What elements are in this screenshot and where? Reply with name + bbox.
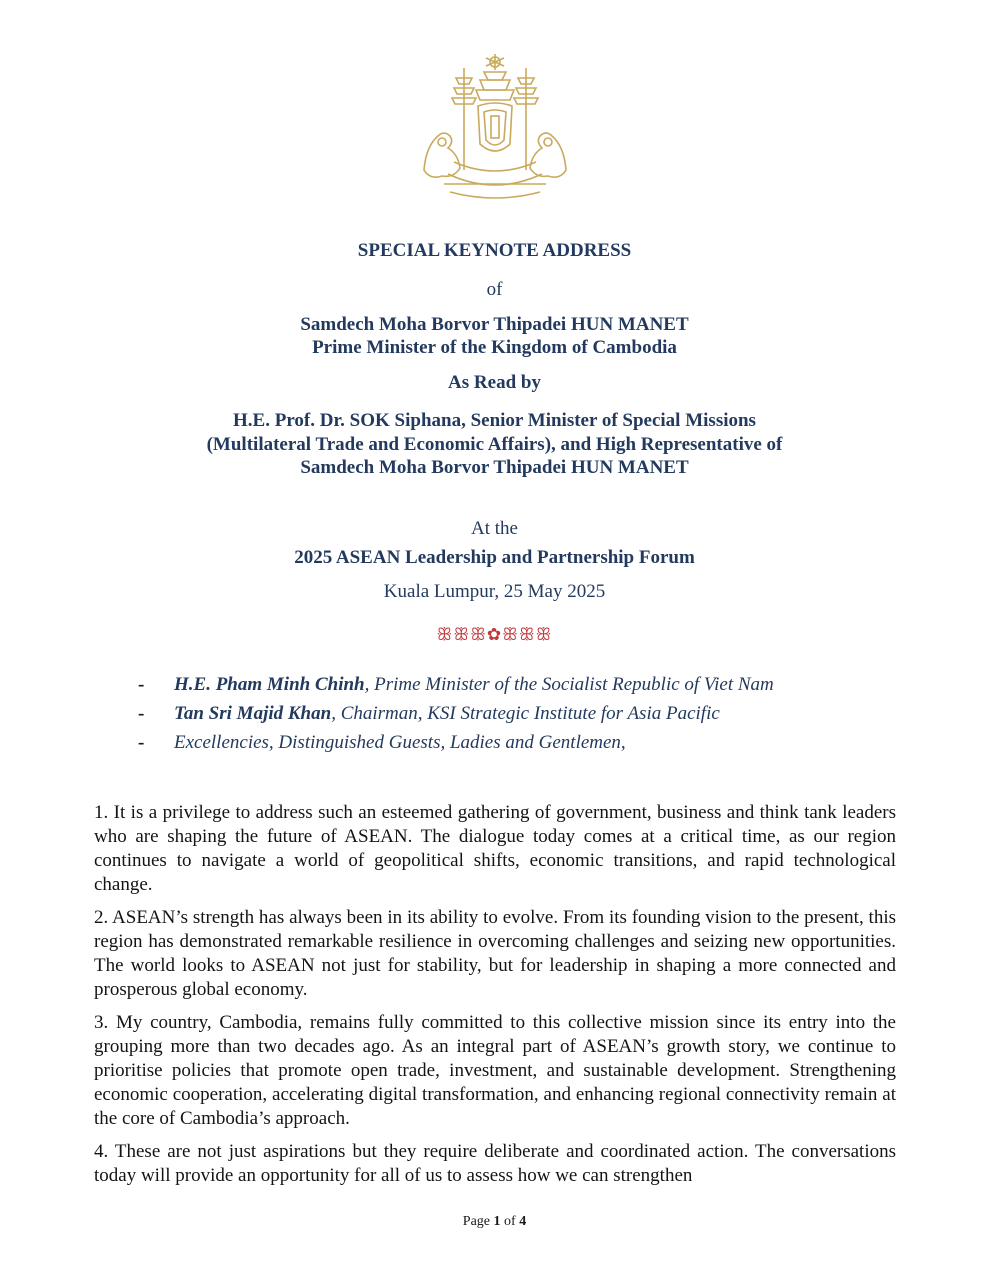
salutation-list	[138, 670, 898, 757]
document-title: SPECIAL KEYNOTE ADDRESS	[357, 240, 632, 261]
page-label: Page	[462, 1214, 491, 1229]
reader-line-1: H.E. Prof. Dr. SOK Siphana, Senior Minister of Special Missions	[233, 410, 756, 431]
salutation-name: H.E. Pham Minh Chinh	[174, 674, 365, 695]
salutation-name: Tan Sri Majid Khan	[174, 703, 332, 724]
salutation-text: Excellencies, Distinguished Guests, Ladies and Gentlemen,	[174, 732, 626, 753]
at-the-label: At the	[471, 518, 518, 539]
as-read-by-label: As Read by	[448, 372, 541, 393]
salutation-item	[138, 670, 898, 699]
page-footer	[0, 1214, 989, 1230]
paragraph: 1. It is a privilege to address such an esteemed gathering of government, business and think tank leaders who are shaping the future of ASEAN. The dialogue today comes at a critical time, as our region continues to navigate a world of geopolitical shifts, economic transitions, and rapid technological change.	[94, 802, 896, 895]
dash-bullet: -	[138, 674, 145, 695]
of-label: of	[504, 1214, 516, 1229]
paragraph: 4. These are not just aspirations but they require deliberate and coordinated action. The conversations today will provide an opportunity for all of us to assess how we can strengthen	[94, 1141, 896, 1186]
reader-line-3: Samdech Moha Borvor Thipadei HUN MANET	[300, 457, 689, 478]
page-total: 4	[519, 1214, 527, 1229]
ornament-divider: ꕥꕥꕥ✿ꕥꕥꕥ	[436, 625, 553, 645]
salutation-item	[138, 728, 898, 757]
page-number: 1	[493, 1214, 501, 1229]
of-label: of	[486, 279, 503, 300]
paragraph: 2. ASEAN’s strength has always been in its ability to evolve. From its founding vision to the present, this region has demonstrated remarkable resilience in overcoming challenges and seizing new opportunities. The world looks to ASEAN not just for stability, but for leadership in shaping a more connected and prosperous global economy.	[94, 907, 896, 1000]
reader-line-2: (Multilateral Trade and Economic Affairs), and High Representative of	[206, 434, 783, 455]
speaker-position: Prime Minister of the Kingdom of Cambodia	[312, 337, 677, 358]
forum-name: 2025 ASEAN Leadership and Partnership Forum	[294, 547, 695, 568]
salutation-text: , Chairman, KSI Strategic Institute for Asia Pacific	[331, 703, 720, 724]
speaker-name: Samdech Moha Borvor Thipadei HUN MANET	[300, 314, 689, 335]
salutation-text: , Prime Minister of the Socialist Republic of Viet Nam	[364, 674, 774, 695]
paragraph: 3. My country, Cambodia, remains fully committed to this collective mission since its entry into the grouping more than two decades ago. As an integral part of ASEAN’s growth story, we continue to prioritise policies that promote open trade, investment, and sustainable development. Strengthening economic cooperation, accelerating digital transformation, and enhancing regional connectivity remain at the core of Cambodia’s approach.	[94, 1012, 896, 1129]
body-text	[94, 801, 896, 1197]
royal-emblem-icon	[414, 50, 576, 206]
dash-bullet: -	[138, 703, 145, 724]
salutation-item	[138, 699, 898, 728]
place-date: Kuala Lumpur, 25 May 2025	[383, 581, 606, 602]
dash-bullet: -	[138, 732, 145, 753]
